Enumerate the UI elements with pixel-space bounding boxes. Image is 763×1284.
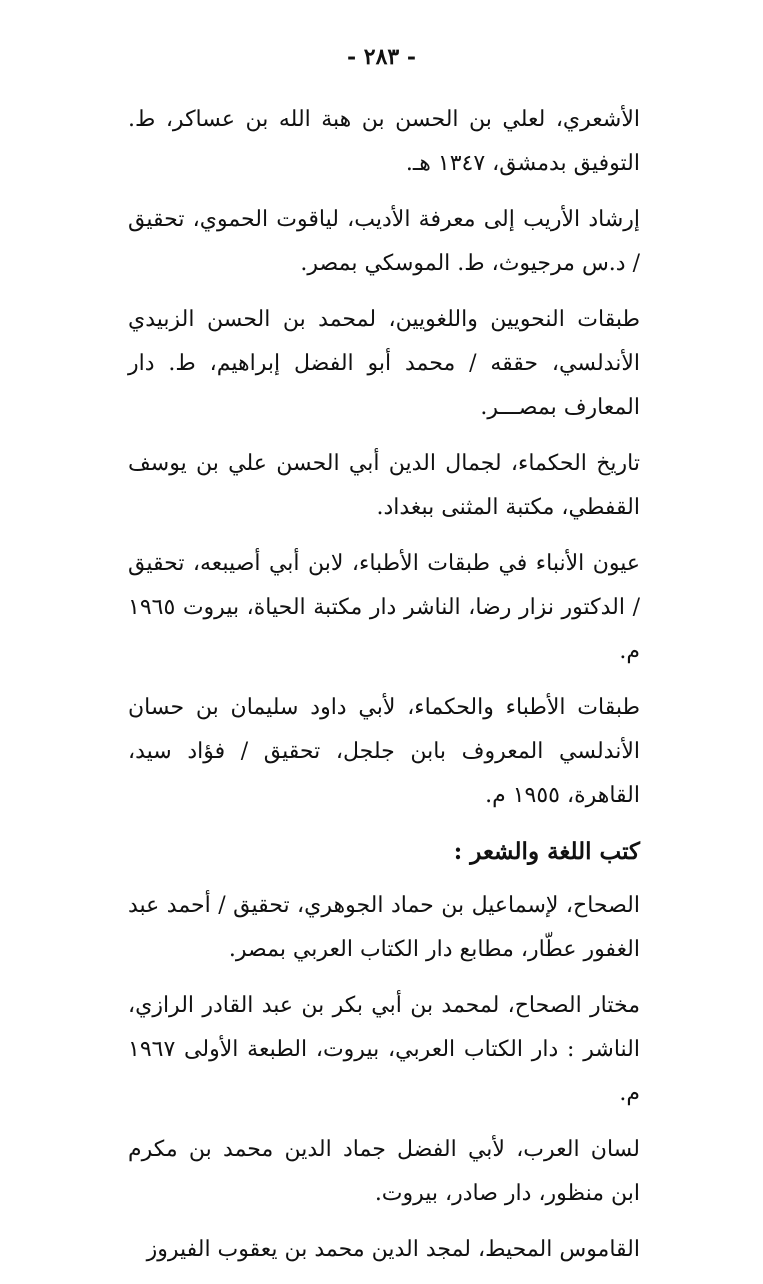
bibliography-entry: الأشعري، لعلي بن الحسن بن هبة الله بن عساكر، ط. التوفيق بدمشق، ١٣٤٧ هـ. [128, 107, 640, 176]
bibliography-entry: لسان العرب، لأبي الفضل جماد الدين محمد بن مكرم ابن منظور، دار صادر، بيروت. [128, 1137, 640, 1206]
bibliography-entry: القاموس المحيط، لمجد الدين محمد بن يعقوب الفيروز [146, 1237, 640, 1262]
bibliography-entry: عيون الأنباء في طبقات الأطباء، لابن أبي أصيبعه، تحقيق / الدكتور نزار رضا، الناشر دار مكتبة الحياة، بيروت ١٩٦٥ م. [128, 551, 640, 664]
bibliography-entry: إرشاد الأريب إلى معرفة الأديب، لياقوت الحموي، تحقيق / د.س مرجيوث، ط. الموسكي بمصر. [128, 207, 640, 276]
bibliography-entry: طبقات النحويين واللغويين، لمحمد بن الحسن الزبيدي الأندلسي، حققه / محمد أبو الفضل إبراهيم، ط. دار المعارف بمصـــر. [128, 307, 640, 420]
bibliography-entry: طبقات الأطباء والحكماء، لأبي داود سليمان بن حسان الأندلسي المعروف بابن جلجل، تحقيق / فؤاد سيد، القاهرة، ١٩٥٥ م. [128, 695, 640, 808]
bibliography-entry: مختار الصحاح، لمحمد بن أبي بكر بن عبد القادر الرازي، الناشر : دار الكتاب العربي، بيروت، الطبعة الأولى ١٩٦٧ م. [128, 993, 640, 1106]
bibliography-entry: تاريخ الحكماء، لجمال الدين أبي الحسن علي بن يوسف القفطي، مكتبة المثنى ببغداد. [128, 451, 640, 520]
page-number: - ٢٨٣ - [346, 44, 417, 70]
section-heading: كتب اللغة والشعر : [453, 838, 640, 865]
bibliography-content [128, 98, 640, 1284]
bibliography-entry: الصحاح، لإسماعيل بن حماد الجوهري، تحقيق / أحمد عبد الغفور عطّار، مطابع دار الكتاب العربي بمصر. [128, 893, 640, 962]
